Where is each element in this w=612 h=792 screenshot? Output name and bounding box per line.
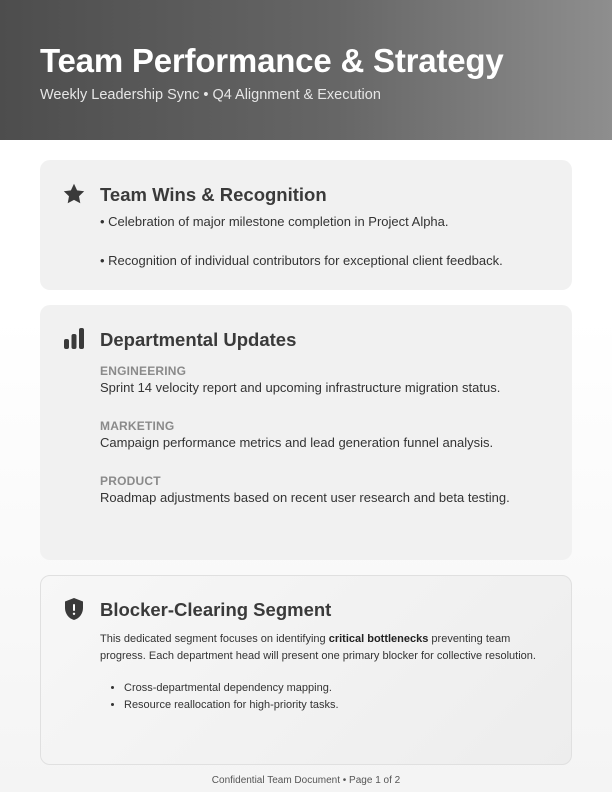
page-footer: Confidential Team Document • Page 1 of 2 — [211, 775, 401, 786]
page-subtitle: Weekly Leadership Sync • Q4 Alignment & Execution — [40, 87, 381, 103]
updates-title: Departmental Updates — [100, 329, 297, 350]
page-title: Team Performance & Strategy — [40, 42, 504, 79]
department-name: MARKETING — [100, 419, 175, 433]
description-text: This dedicated segment focuses on identifying — [100, 633, 329, 645]
bar-chart-icon — [62, 327, 86, 351]
description-text: preventing team progress. Each department head will present one primary blocker for collective resolution. — [100, 633, 536, 662]
wins-bullet: • Recognition of individual contributors for exceptional client feedback. — [100, 253, 503, 268]
shield-alert-icon — [62, 597, 86, 621]
department-update — [100, 419, 520, 451]
wins-bullet: • Celebration of major milestone completion in Project Alpha. — [100, 214, 449, 229]
blockers-list — [100, 680, 339, 713]
star-icon — [62, 182, 86, 206]
department-update — [100, 474, 520, 506]
list-item: • Cross-departmental dependency mapping. — [124, 680, 339, 697]
blockers-description — [100, 631, 550, 664]
department-name: ENGINEERING — [100, 364, 187, 378]
wins-title: Team Wins & Recognition — [100, 184, 327, 205]
department-text: Campaign performance metrics and lead generation funnel analysis. — [100, 435, 494, 450]
updates-card — [40, 305, 572, 560]
wins-card — [40, 160, 572, 290]
blockers-card — [40, 575, 572, 765]
header-banner — [0, 0, 612, 140]
department-update — [100, 364, 520, 396]
department-text: Sprint 14 velocity report and upcoming infrastructure migration status. — [100, 380, 501, 395]
department-name: PRODUCT — [100, 474, 161, 488]
department-text: Roadmap adjustments based on recent user research and beta testing. — [100, 490, 510, 505]
list-item: • Resource reallocation for high-priority tasks. — [124, 697, 339, 714]
blockers-title: Blocker-Clearing Segment — [100, 599, 332, 620]
description-emphasis: critical bottlenecks — [328, 633, 429, 645]
